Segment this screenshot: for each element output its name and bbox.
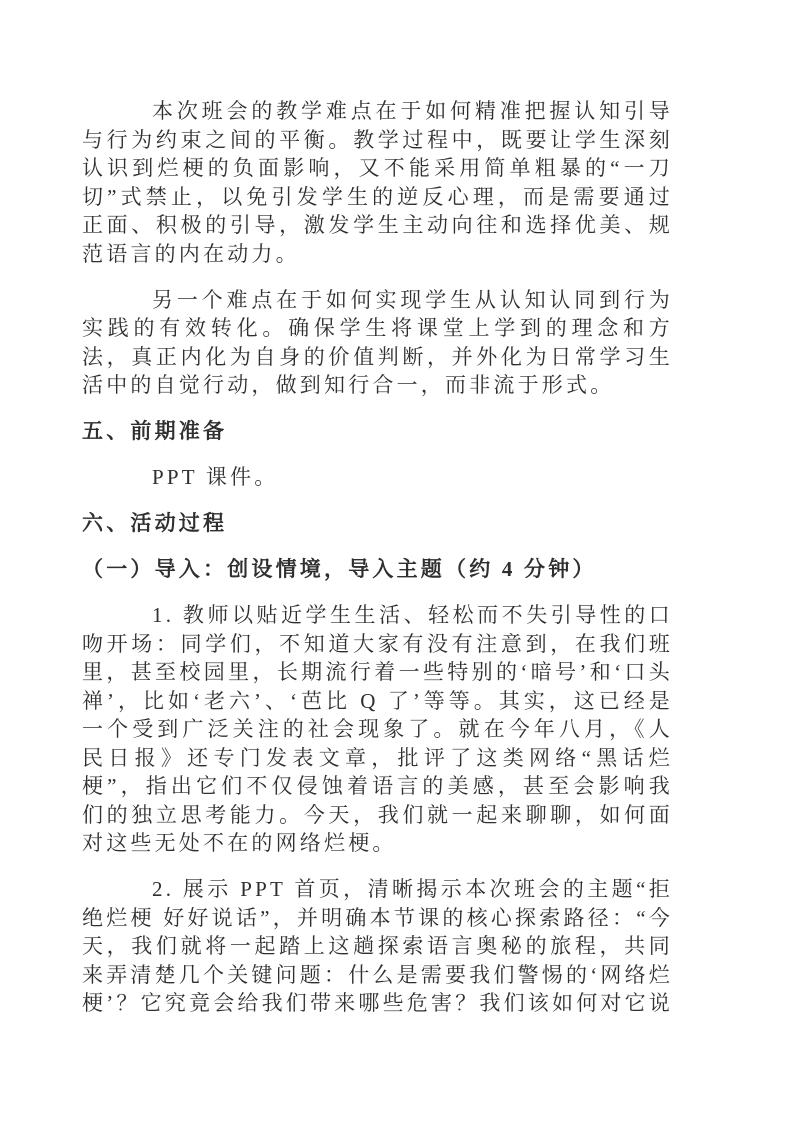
para-step-1-teacher-opening: 1. 教师以贴近学生生活、轻松而不失引导性的口吻开场：同学们，不知道大家有没有注意到，在我们班里，甚至校园里，长期流行着一些特别的‘暗号’和‘口头禅’，比如‘老六’、‘芭比 Q 了’等等。其实，这已经是一个受到广泛关注的社会现象了。就在今年八月，《人民日报》还专门发表文章，批评了这类网络“黑话烂梗”，指出它们不仅侵蚀着语言的美感，甚至会影响我们的独立思考能力。今天，我们就一起来聊聊，如何面对这些无处不在的网络烂梗。 — [82, 603, 673, 855]
heading-section-6-activity-process: 六、活动过程 — [82, 511, 228, 535]
para-teaching-difficulty-balance: 本次班会的教学难点在于如何精准把握认知引导与行为约束之间的平衡。教学过程中，既要让学生深刻认识到烂梗的负面影响，又不能采用简单粗暴的“一刀切”式禁止，以免引发学生的逆反心理，而是需要通过正面、积极的引导，激发学生主动向往和选择优美、规范语言的内在动力。 — [82, 99, 673, 266]
heading-subsection-1-introduction: （一）导入：创设情境，导入主题（约 4 分钟） — [82, 557, 597, 581]
para-ppt-courseware: PPT 课件。 — [152, 465, 279, 489]
para-cognition-to-action-transform: 另一个难点在于如何实现学生从认知认同到行为实践的有效转化。确保学生将课堂上学到的理念和方法，真正内化为自身的价值判断，并外化为日常学习生活中的自觉行动，做到知行合一，而非流于形式。 — [82, 287, 673, 397]
para-step-2-ppt-theme: 2. 展示 PPT 首页，清晰揭示本次班会的主题“拒绝烂梗 好好说话”，并明确本节课的核心探索路径：“今天，我们就将一起踏上这趟探索语言奥秘的旅程，共同来弄清楚几个关键问题：什么是需要我们警惕的‘网络烂梗’？它究竟会给我们带来哪些危害？我们该如何对它说 — [82, 877, 673, 1015]
heading-section-5-preparation: 五、前期准备 — [82, 419, 228, 443]
document-content — [82, 97, 673, 1018]
